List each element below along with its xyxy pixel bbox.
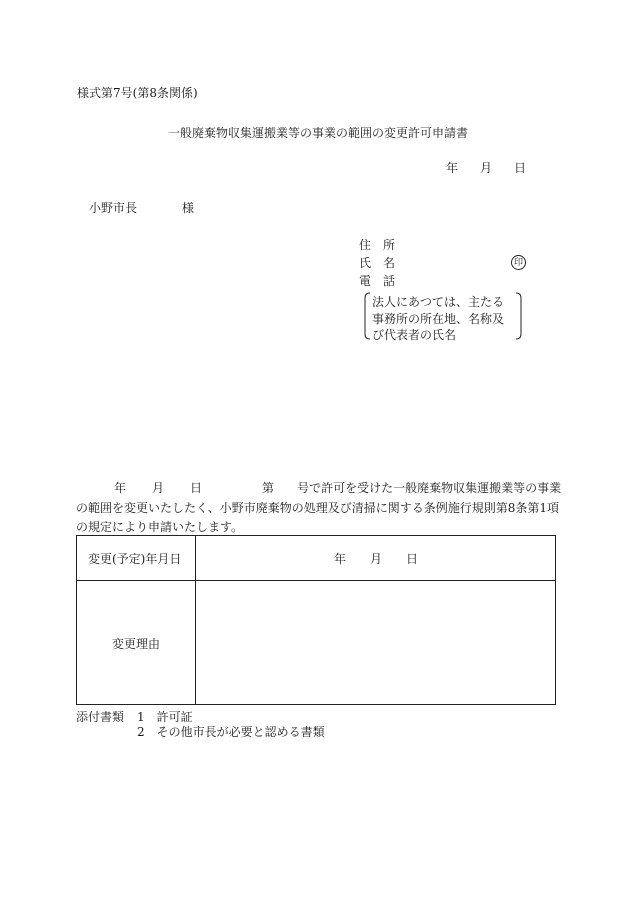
statement-line1-rest: 号で許可を受けた一般廃棄物収集運搬業等の事業 <box>297 481 562 495</box>
change-details-table <box>76 535 556 705</box>
statement-line-1 <box>76 479 561 499</box>
attachments-label: 添付書類 <box>76 710 125 724</box>
attachment-item-2 <box>137 725 325 739</box>
corporate-note <box>364 292 522 340</box>
attachment-text: その他市長が必要と認める書類 <box>156 725 325 739</box>
date-month: 月 <box>480 161 493 175</box>
statement-dai: 第 <box>262 481 275 495</box>
attachment-number: 1 <box>137 710 145 724</box>
note-line: び代表者の氏名 <box>372 328 457 342</box>
statement-line-2: の範囲を変更いたしたく、小野市廃棄物の処理及び清掃に関する条例施行規則第8条第1項 <box>76 500 560 515</box>
note-line: 事務所の所在地、名称及 <box>372 311 505 326</box>
note-line: 法人にあつては、主たる <box>372 295 505 309</box>
recipient-honorific: 様 <box>182 201 195 215</box>
address-label: 住 所 <box>359 238 396 252</box>
change-reason-label: 変更理由 <box>112 637 161 651</box>
statement-year: 年 <box>114 481 127 495</box>
document-title: 一般廃棄物収集運搬業等の事業の範囲の変更許可申請書 <box>168 126 469 140</box>
attachment-text: 許可証 <box>156 710 193 724</box>
date-day: 日 <box>514 161 527 175</box>
attachment-item-1 <box>76 710 193 724</box>
change-date-field[interactable] <box>196 536 555 580</box>
change-reason-field[interactable] <box>196 581 555 704</box>
change-date-label: 変更(予定)年月日 <box>88 552 182 566</box>
attachment-number: 2 <box>137 725 145 739</box>
seal-mark-icon: 印 <box>511 255 526 270</box>
change-date-year: 年 <box>334 552 347 566</box>
change-date-month: 月 <box>370 552 383 566</box>
form-number: 様式第7号(第8条関係) <box>77 86 198 100</box>
application-statement <box>76 479 561 538</box>
date-year: 年 <box>446 161 459 175</box>
change-date-day: 日 <box>406 552 419 566</box>
phone-label: 電 話 <box>359 274 396 288</box>
name-label: 氏 名 <box>359 256 396 270</box>
statement-day: 日 <box>190 481 203 495</box>
corporate-note-text <box>372 294 520 344</box>
recipient-name: 小野市長 <box>89 201 138 215</box>
statement-month: 月 <box>152 481 165 495</box>
statement-line-3: の規定により申請いたします。 <box>76 520 244 534</box>
